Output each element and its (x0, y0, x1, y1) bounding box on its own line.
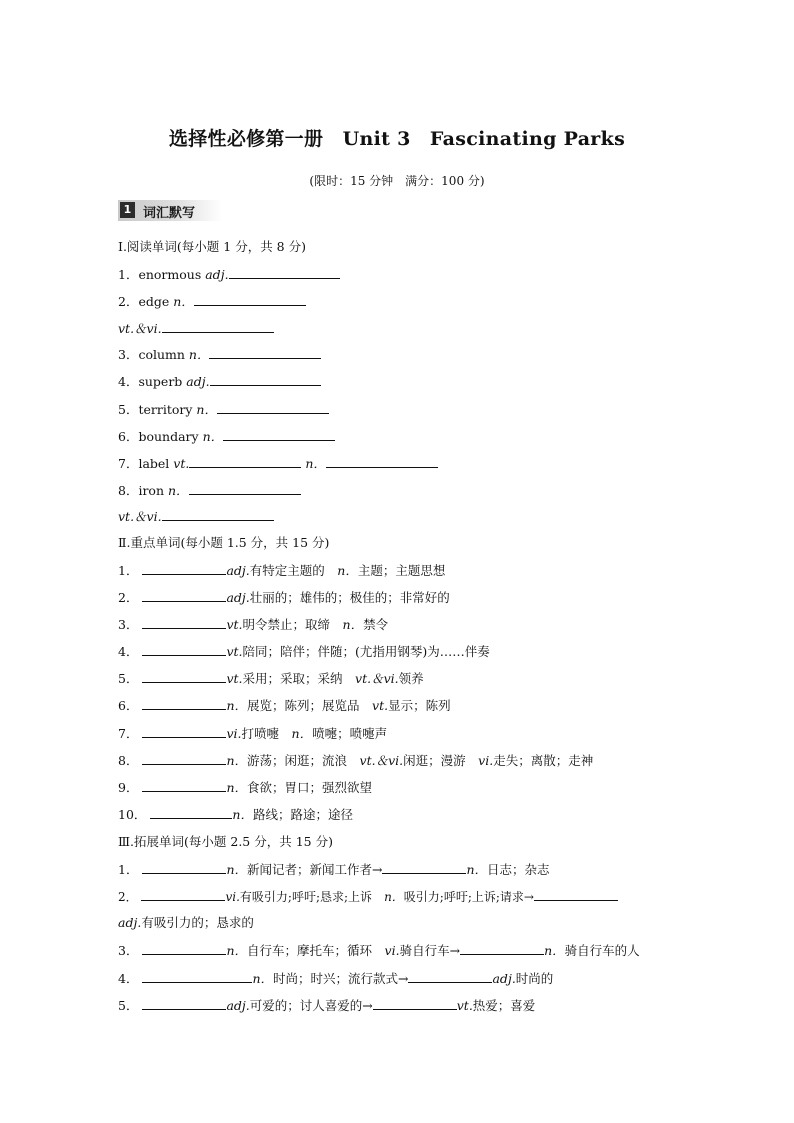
list-item: 5． vt.采用；采取；采纳 vt.＆vi.领养 (118, 671, 424, 686)
section-banner-label: 词汇默写 (143, 206, 196, 221)
answer-blank[interactable] (142, 562, 226, 575)
answer-blank[interactable] (150, 806, 232, 819)
answer-blank[interactable] (408, 970, 492, 983)
answer-blank[interactable] (142, 779, 226, 792)
part3-heading: Ⅲ.拓展单词(每小题 2.5 分，共 15 分) (118, 834, 333, 849)
section-banner (118, 200, 222, 221)
answer-blank[interactable] (142, 589, 226, 602)
list-item: 8．iron n． (118, 482, 301, 499)
answer-blank[interactable] (326, 455, 438, 468)
list-item: 10． n．路线；路途；途径 (118, 807, 353, 822)
list-item: adj.有吸引力的；恳求的 (118, 915, 254, 930)
answer-blank[interactable] (209, 346, 321, 359)
list-item: 8． n．游荡；闲逛；流浪 vt.＆vi.闲逛；漫游 vi.走失；离散；走神 (118, 753, 594, 768)
answer-blank[interactable] (217, 401, 329, 414)
part2-heading: Ⅱ.重点单词(每小题 1.5 分，共 15 分) (118, 535, 330, 550)
list-item: 2． vi.有吸引力;呼吁;恳求;上诉 n．吸引力;呼吁;上诉;请求→ (118, 888, 618, 905)
answer-blank[interactable] (162, 320, 274, 333)
page-title: 选择性必修第一册 Unit 3 Fascinating Parks (168, 128, 626, 150)
list-item: 1． adj.有特定主题的 n．主题；主题思想 (118, 563, 446, 578)
answer-blank[interactable] (141, 888, 225, 901)
list-item: 9． n．食欲；胃口；强烈欲望 (118, 780, 373, 795)
answer-blank[interactable] (534, 888, 618, 901)
list-item: vt.＆vi. (118, 508, 274, 525)
list-item: 3．column n． (118, 346, 321, 363)
list-item: 3． vt.明令禁止；取缔 n．禁令 (118, 617, 389, 632)
list-item: 7．label vt. n． (118, 455, 438, 472)
list-item: 7． vi.打喷嚏 n．喷嚏；喷嚏声 (118, 726, 388, 741)
answer-blank[interactable] (162, 508, 274, 521)
answer-blank[interactable] (189, 455, 301, 468)
answer-blank[interactable] (142, 616, 226, 629)
list-item: 4．superb adj. (118, 373, 321, 390)
list-item: 5． adj.可爱的；讨人喜爱的→ vt.热爱；喜爱 (118, 998, 536, 1013)
answer-blank[interactable] (382, 861, 466, 874)
list-item: 4． vt.陪同；陪伴；伴随；(尤指用钢琴)为……伴奏 (118, 644, 490, 659)
answer-blank[interactable] (142, 725, 226, 738)
list-item: 6．boundary n． (118, 428, 335, 445)
list-item: 5．territory n． (118, 401, 329, 418)
list-item: vt.＆vi. (118, 320, 274, 337)
answer-blank[interactable] (142, 697, 226, 710)
list-item: 6． n．展览；陈列；展览品 vt.显示；陈列 (118, 698, 451, 713)
answer-blank[interactable] (210, 373, 321, 386)
answer-blank[interactable] (142, 643, 226, 656)
answer-blank[interactable] (194, 293, 306, 306)
answer-blank[interactable] (142, 752, 226, 765)
list-item: 2． adj.壮丽的；雄伟的；极佳的；非常好的 (118, 590, 450, 605)
answer-blank[interactable] (142, 670, 226, 683)
list-item: 1． n．新闻记者；新闻工作者→ n．日志；杂志 (118, 862, 550, 877)
answer-blank[interactable] (460, 942, 544, 955)
answer-blank[interactable] (142, 997, 226, 1010)
answer-blank[interactable] (142, 861, 226, 874)
list-item: 3． n．自行车；摩托车；循环 vi.骑自行车→ n．骑自行车的人 (118, 943, 640, 958)
answer-blank[interactable] (223, 428, 335, 441)
answer-blank[interactable] (373, 997, 457, 1010)
answer-blank[interactable] (189, 482, 301, 495)
part1-heading: Ⅰ.阅读单词(每小题 1 分，共 8 分) (118, 239, 306, 254)
answer-blank[interactable] (229, 266, 340, 279)
answer-blank[interactable] (142, 970, 252, 983)
time-score-note: (限时：15 分钟 满分：100 分) (309, 174, 485, 188)
list-item: 1．enormous adj. (118, 266, 340, 283)
list-item: 4． n．时尚；时兴；流行款式→ adj.时尚的 (118, 971, 554, 986)
answer-blank[interactable] (142, 942, 226, 955)
list-item: 2．edge n． (118, 293, 306, 310)
section-number-icon: 1 (120, 202, 135, 218)
